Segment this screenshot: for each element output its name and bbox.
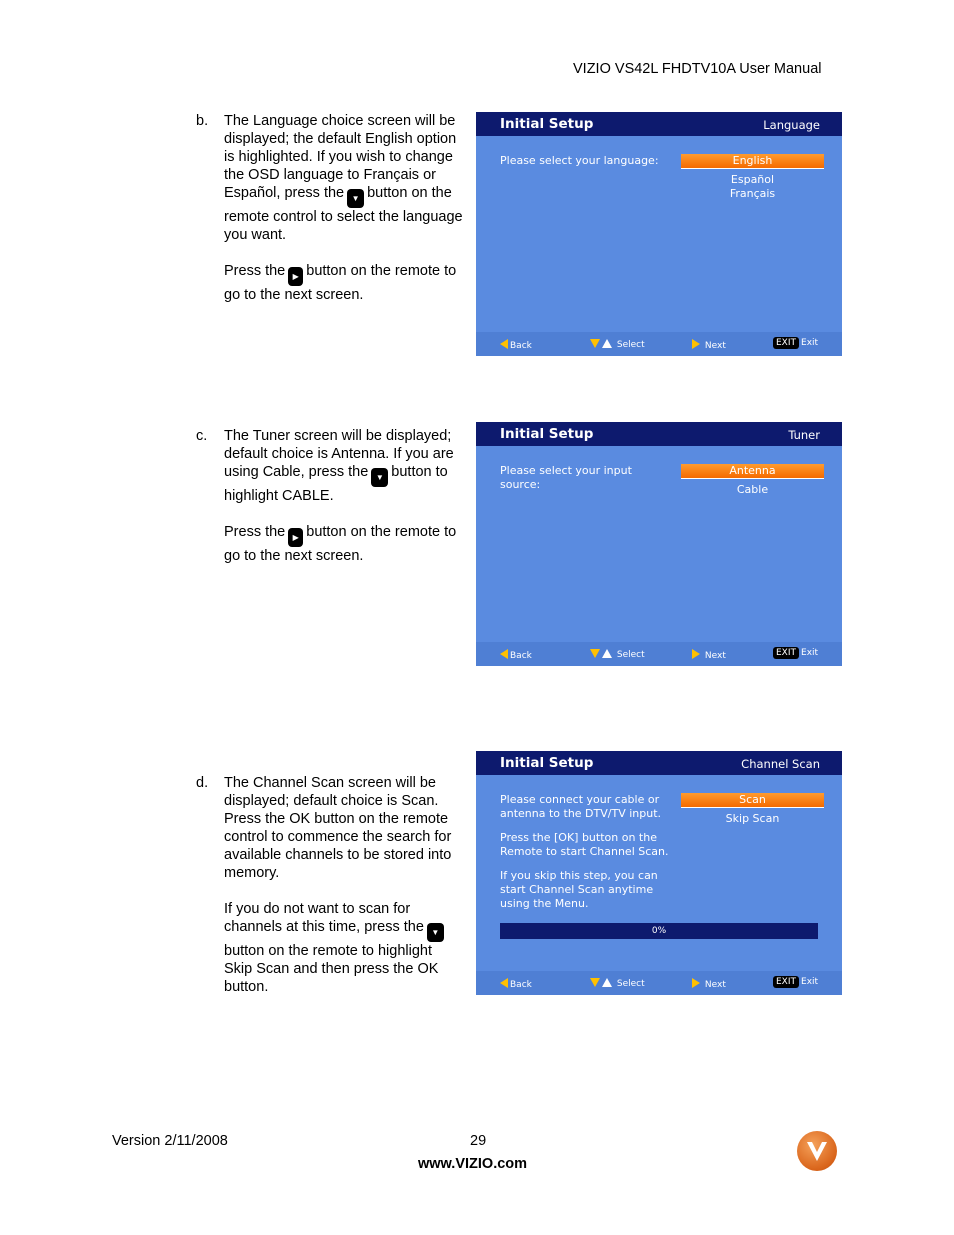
osd-option-selected[interactable]: English xyxy=(681,154,824,169)
osd-prompt-line: Press the [OK] button on the Remote to start Channel Scan. xyxy=(500,831,669,858)
osd-next-label: Next xyxy=(704,980,726,990)
version-label: Version 2/11/2008 xyxy=(112,1133,228,1149)
step-text: Press the xyxy=(224,524,286,540)
page-number: 29 xyxy=(470,1133,487,1149)
osd-prompt: Please select your input source: xyxy=(500,464,632,491)
osd-back-label: Back xyxy=(510,341,532,351)
step-paragraph xyxy=(224,427,464,505)
osd-select-label: Select xyxy=(616,650,645,660)
osd-next-label: Next xyxy=(704,651,726,661)
osd-title-bar xyxy=(476,751,842,775)
down-arrow-icon xyxy=(590,978,600,987)
osd-back-label: Back xyxy=(510,651,532,661)
osd-next xyxy=(692,649,726,661)
osd-exit-label: Exit xyxy=(801,338,819,348)
osd-title: Initial Setup xyxy=(500,426,594,442)
osd-back xyxy=(500,978,532,990)
osd-next-label: Next xyxy=(704,341,726,351)
osd-subtitle: Channel Scan xyxy=(741,757,820,771)
right-button-icon: ▶ xyxy=(288,528,303,547)
step-text: The Language choice screen will be displayed; the default English option is highlighted. If you wish to change the OSD language to Français or Español, press the xyxy=(224,113,457,201)
osd-select xyxy=(590,339,645,350)
osd-next xyxy=(692,339,726,351)
next-arrow-icon xyxy=(692,978,700,988)
scan-progress-bar: 0% xyxy=(500,923,818,939)
up-arrow-icon xyxy=(602,339,612,348)
step-letter: c. xyxy=(196,428,208,444)
next-arrow-icon xyxy=(692,649,700,659)
up-arrow-icon xyxy=(602,649,612,658)
osd-options xyxy=(681,154,824,201)
osd-exit xyxy=(773,337,818,349)
osd-title: Initial Setup xyxy=(500,116,594,132)
down-button-icon: ▼ xyxy=(347,189,364,208)
osd-prompt-line: If you skip this step, you can start Channel Scan anytime using the Menu. xyxy=(500,869,658,910)
back-arrow-icon xyxy=(500,339,508,349)
down-button-icon: ▼ xyxy=(371,468,388,487)
exit-key-icon: EXIT xyxy=(773,647,799,659)
osd-select xyxy=(590,649,645,660)
osd-channel-scan-screen xyxy=(476,751,842,995)
up-arrow-icon xyxy=(602,978,612,987)
osd-exit xyxy=(773,976,818,988)
step-paragraph xyxy=(224,523,464,565)
step-text: button on the remote to highlight Skip Scan and then press the OK button. xyxy=(224,943,439,995)
down-arrow-icon xyxy=(590,649,600,658)
osd-options xyxy=(681,464,824,497)
osd-subtitle: Language xyxy=(763,118,820,132)
manual-title: VIZIO VS42L FHDTV10A User Manual xyxy=(573,61,822,77)
down-arrow-icon xyxy=(590,339,600,348)
exit-key-icon: EXIT xyxy=(773,976,799,988)
step-paragraph xyxy=(224,262,464,304)
osd-prompt: Please select your language: xyxy=(500,154,659,167)
osd-footer-bar xyxy=(476,332,842,356)
osd-exit-label: Exit xyxy=(801,648,819,658)
osd-option-selected[interactable]: Scan xyxy=(681,793,824,808)
exit-key-icon: EXIT xyxy=(773,337,799,349)
osd-back xyxy=(500,649,532,661)
osd-subtitle: Tuner xyxy=(788,428,820,442)
osd-option-selected[interactable]: Antenna xyxy=(681,464,824,479)
step-text: If you do not want to scan for channels at this time, press the xyxy=(224,901,424,935)
step-text: button on the remote control to select the language you want. xyxy=(224,185,463,243)
osd-option[interactable]: Cable xyxy=(736,483,769,496)
osd-title: Initial Setup xyxy=(500,755,594,771)
osd-select-label: Select xyxy=(616,979,645,989)
website-link[interactable]: www.VIZIO.com xyxy=(418,1156,528,1172)
osd-prompt xyxy=(500,793,670,911)
down-button-icon: ▼ xyxy=(427,923,444,942)
osd-title-bar xyxy=(476,112,842,136)
vizio-logo-icon xyxy=(797,1131,837,1171)
osd-option[interactable]: Français xyxy=(729,187,776,200)
back-arrow-icon xyxy=(500,649,508,659)
step-letter: d. xyxy=(196,775,209,791)
step-text: button on the remote to go to the next screen. xyxy=(224,524,457,564)
osd-exit-label: Exit xyxy=(801,977,819,987)
osd-footer-bar xyxy=(476,642,842,666)
step-paragraph: The Channel Scan screen will be displayed; default choice is Scan. Press the OK button on the remote control to commence the search for available channels to be stored into memory. xyxy=(224,775,452,881)
osd-title-bar xyxy=(476,422,842,446)
osd-back xyxy=(500,339,532,351)
osd-option[interactable]: Skip Scan xyxy=(725,812,780,825)
osd-select-label: Select xyxy=(616,340,645,350)
step-text: The Tuner screen will be displayed; default choice is Antenna. If you are using Cable, press the xyxy=(224,428,454,480)
next-arrow-icon xyxy=(692,339,700,349)
osd-select xyxy=(590,978,645,989)
step-text: button on the remote to go to the next screen. xyxy=(224,263,457,303)
step-paragraph xyxy=(224,900,464,996)
osd-next xyxy=(692,978,726,990)
osd-prompt-line: Please connect your cable or antenna to the DTV/TV input. xyxy=(500,793,662,820)
step-text: Press the xyxy=(224,263,286,279)
osd-footer-bar xyxy=(476,971,842,995)
step-text: button to highlight CABLE. xyxy=(224,464,448,504)
right-button-icon: ▶ xyxy=(288,267,303,286)
osd-language-screen xyxy=(476,112,842,356)
step-letter: b. xyxy=(196,113,209,129)
osd-tuner-screen xyxy=(476,422,842,666)
osd-option[interactable]: Español xyxy=(730,173,775,186)
osd-back-label: Back xyxy=(510,980,532,990)
osd-options xyxy=(681,793,824,826)
step-paragraph xyxy=(224,112,464,244)
back-arrow-icon xyxy=(500,978,508,988)
osd-exit xyxy=(773,647,818,659)
